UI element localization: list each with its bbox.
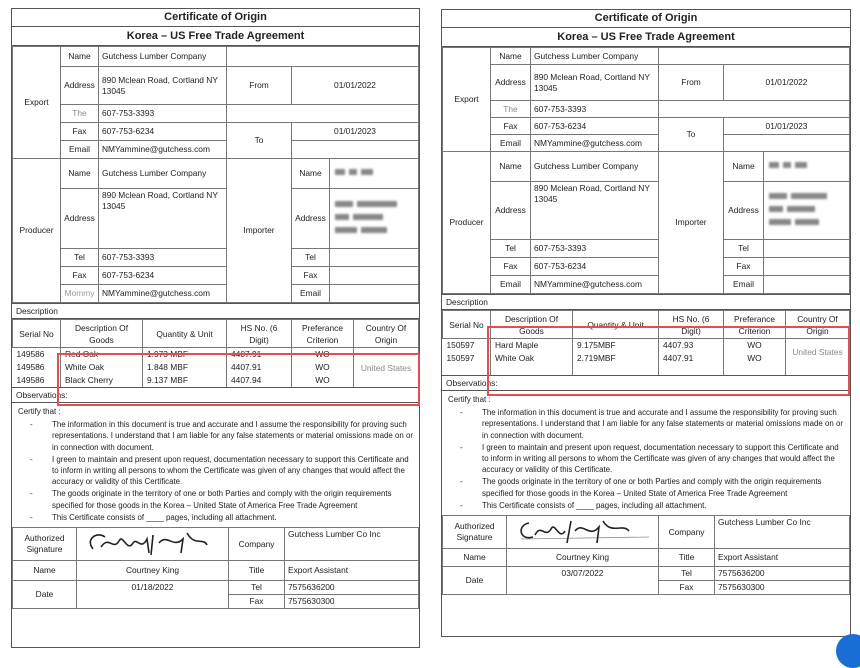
observations-label: Observations: — [12, 387, 419, 403]
export-producer-table — [442, 47, 850, 294]
goods-serial: 149586 — [13, 361, 61, 374]
company-value: Gutchess Lumber Co Inc — [285, 528, 419, 561]
importer-name-redacted — [330, 159, 419, 189]
goods-header: Preferance Criterion — [724, 311, 786, 339]
tel-label: Tel — [229, 581, 285, 595]
date-label: Date — [13, 581, 77, 609]
export-producer-table — [12, 46, 419, 303]
importer-address-label: Address — [292, 189, 330, 249]
goods-desc: White Oak — [61, 361, 143, 374]
certify-item: - The goods originate in the territory of one or both Parties and comply with the origin requirements specified for those goods in the Korea – United State of America Free Trade Agreement — [52, 488, 413, 510]
export-name: Gutchess Lumber Company — [99, 47, 227, 67]
certify-item: - This Certificate consists of ____ pages, including all attachment. — [482, 500, 844, 511]
signature-table — [12, 527, 419, 609]
goods-criterion: WO — [292, 361, 354, 374]
importer-tel-label: Tel — [724, 240, 764, 258]
producer-fax: 607-753-6234 — [99, 267, 227, 285]
from-label: From — [227, 67, 292, 105]
to-date: 01/01/2023 — [292, 123, 419, 141]
importer-email-label: Email — [292, 285, 330, 303]
export-address: 890 Mclean Road, Cortland NY 13045 — [531, 65, 659, 101]
producer-fax-label: Fax — [491, 258, 531, 276]
goods-hs: 4407.91 — [659, 352, 724, 365]
goods-table — [12, 319, 419, 387]
name-label: Name — [443, 549, 507, 567]
producer-tel-label: Tel — [491, 240, 531, 258]
name-label: Name — [13, 561, 77, 581]
description-label: Description — [442, 294, 850, 310]
certify-block — [442, 391, 850, 515]
goods-qty: 1.848 MBF — [143, 361, 227, 374]
certificate-title: Certificate of Origin — [12, 9, 419, 27]
certify-item: - The goods originate in the territory of one or both Parties and comply with the origin requirements specified for those goods in the Korea – United State of America Free Trade Agreement — [482, 476, 844, 498]
signature-table — [442, 515, 850, 595]
export-fax: 607-753-6234 — [99, 123, 227, 141]
goods-desc: Hard Maple — [491, 339, 573, 353]
export-email: NMYammine@gutchess.com — [531, 135, 659, 152]
title-label: Title — [229, 561, 285, 581]
export-fax-label: Fax — [61, 123, 99, 141]
producer-tel-label: Tel — [61, 249, 99, 267]
goods-row — [13, 348, 419, 362]
signature-image — [77, 528, 229, 561]
goods-desc: Red Oak — [61, 348, 143, 362]
goods-hs: 4407.91 — [227, 348, 292, 362]
export-tel: 607-753-3393 — [531, 101, 659, 118]
tel-value: 7575636200 — [715, 567, 850, 581]
export-address-label: Address — [491, 65, 531, 101]
export-name: Gutchess Lumber Company — [531, 48, 659, 65]
goods-row — [443, 339, 850, 353]
goods-serial: 149586 — [13, 374, 61, 387]
title-value: Export Assistant — [285, 561, 419, 581]
signature-image — [507, 516, 659, 549]
export-email-label: Email — [61, 141, 99, 159]
export-email-label: Email — [491, 135, 531, 152]
importer-label: Importer — [659, 152, 724, 294]
producer-address: 890 Mclean Road, Cortland NY 13045 — [531, 182, 659, 240]
goods-criterion: WO — [292, 374, 354, 387]
export-address: 890 Mclean Road, Cortland NY 13045 — [99, 67, 227, 105]
certify-item: - This Certificate consists of ____ pages, including all attachment. — [52, 512, 413, 523]
goods-header: HS No. (6 Digit) — [227, 320, 292, 348]
from-label: From — [659, 65, 724, 101]
producer-name: Gutchess Lumber Company — [99, 159, 227, 189]
signer-name: Courtney King — [507, 549, 659, 567]
export-label: Export — [443, 48, 491, 152]
certify-item: - The information in this document is true and accurate and I assume the responsibility for proving such representations. I understand that I am liable for any false statements or material omissions made on or in connection with document. — [482, 407, 844, 441]
export-label: Export — [13, 47, 61, 159]
importer-name-label: Name — [724, 152, 764, 182]
certify-block — [12, 403, 419, 527]
to-date: 01/01/2023 — [724, 118, 850, 135]
producer-email: NMYammine@gutchess.com — [531, 276, 659, 294]
importer-tel-label: Tel — [292, 249, 330, 267]
to-label: To — [659, 118, 724, 152]
goods-header: Country Of Origin — [354, 320, 419, 348]
importer-email-label: Email — [724, 276, 764, 294]
date-label: Date — [443, 567, 507, 595]
goods-qty: 9.137 MBF — [143, 374, 227, 387]
corner-accent — [836, 634, 860, 668]
goods-country: United States — [786, 339, 850, 366]
producer-name-label: Name — [61, 159, 99, 189]
company-label: Company — [229, 528, 285, 561]
certificate-subtitle: Korea – US Free Trade Agreement — [442, 28, 850, 47]
company-value: Gutchess Lumber Co Inc — [715, 516, 850, 549]
goods-desc: White Oak — [491, 352, 573, 365]
certificate-subtitle: Korea – US Free Trade Agreement — [12, 27, 419, 46]
signer-name: Courtney King — [77, 561, 229, 581]
signature-icon — [83, 529, 213, 557]
from-date: 01/01/2022 — [292, 67, 419, 105]
company-label: Company — [659, 516, 715, 549]
importer-label: Importer — [227, 159, 292, 303]
goods-header: HS No. (6 Digit) — [659, 311, 724, 339]
certify-item: - I green to maintain and present upon request, documentation necessary to support this Certificate and to inform in writing all persons to whom the Certificate was given of any changes that would affect the accuracy or validity of this Certificate. — [52, 454, 413, 488]
from-date: 01/01/2022 — [724, 65, 850, 101]
fax-value: 7575630300 — [285, 595, 419, 609]
goods-serial: 150597 — [443, 339, 491, 353]
goods-header: Preferance Criterion — [292, 320, 354, 348]
signature-icon — [513, 517, 653, 545]
auth-sig-label: Authorized Signature — [13, 528, 77, 561]
producer-address: 890 Mclean Road, Cortland NY 13045 — [99, 189, 227, 249]
tel-label: Tel — [659, 567, 715, 581]
goods-header: Country Of Origin — [786, 311, 850, 339]
observations-label: Observations: — [442, 375, 850, 391]
certify-label: Certify that : — [448, 395, 491, 404]
tel-value: 7575636200 — [285, 581, 419, 595]
fax-value: 7575630300 — [715, 581, 850, 595]
export-address-label: Address — [61, 67, 99, 105]
goods-desc: Black Cherry — [61, 374, 143, 387]
to-label: To — [227, 123, 292, 159]
description-label: Description — [12, 303, 419, 319]
producer-label: Producer — [13, 159, 61, 303]
goods-qty: 1.973 MBF — [143, 348, 227, 362]
goods-hs: 4407.93 — [659, 339, 724, 353]
certify-item: - I green to maintain and present upon request, documentation necessary to support this Certificate and to inform in writing all persons to whom the Certificate was given of any changes that would affect the accuracy or validity of this Certificate. — [482, 442, 844, 476]
producer-label: Producer — [443, 152, 491, 294]
importer-name-label: Name — [292, 159, 330, 189]
goods-header: Quantity & Unit — [573, 311, 659, 339]
producer-tel: 607-753-3393 — [99, 249, 227, 267]
fax-label: Fax — [659, 581, 715, 595]
producer-fax: 607-753-6234 — [531, 258, 659, 276]
producer-name: Gutchess Lumber Company — [531, 152, 659, 182]
title-label: Title — [659, 549, 715, 567]
importer-fax-label: Fax — [724, 258, 764, 276]
goods-criterion: WO — [724, 352, 786, 365]
producer-address-label: Address — [491, 182, 531, 240]
export-email: NMYammine@gutchess.com — [99, 141, 227, 159]
certify-item: - The information in this document is true and accurate and I assume the responsibility for proving such representations. I understand that I am liable for any false statements or material omissions made on or in connection with document. — [52, 419, 413, 453]
producer-email-label: Mommy — [61, 285, 99, 303]
export-fax: 607-753-6234 — [531, 118, 659, 135]
importer-address-redacted — [764, 182, 850, 240]
producer-fax-label: Fax — [61, 267, 99, 285]
certify-label: Certify that : — [18, 407, 61, 416]
producer-name-label: Name — [491, 152, 531, 182]
importer-address-redacted — [330, 189, 419, 249]
goods-hs: 4407.91 — [227, 361, 292, 374]
certificate-left — [11, 8, 420, 648]
goods-header: Quantity & Unit — [143, 320, 227, 348]
importer-address-label: Address — [724, 182, 764, 240]
goods-qty: 2.719MBF — [573, 352, 659, 365]
goods-qty: 9.175MBF — [573, 339, 659, 353]
export-tel-label: The — [61, 105, 99, 123]
goods-table — [442, 310, 850, 375]
title-value: Export Assistant — [715, 549, 850, 567]
export-fax-label: Fax — [491, 118, 531, 135]
goods-country: United States — [354, 348, 419, 388]
export-name-label: Name — [491, 48, 531, 65]
auth-sig-label: Authorized Signature — [443, 516, 507, 549]
goods-hs: 4407.94 — [227, 374, 292, 387]
date-value: 01/18/2022 — [77, 581, 229, 609]
importer-fax-label: Fax — [292, 267, 330, 285]
goods-header: Serial No — [13, 320, 61, 348]
producer-address-label: Address — [61, 189, 99, 249]
producer-email-label: Email — [491, 276, 531, 294]
fax-label: Fax — [229, 595, 285, 609]
certificate-right — [441, 9, 851, 637]
goods-header: Description Of Goods — [61, 320, 143, 348]
producer-tel: 607-753-3393 — [531, 240, 659, 258]
export-tel-label: The — [491, 101, 531, 118]
export-tel: 607-753-3393 — [99, 105, 227, 123]
importer-name-redacted — [764, 152, 850, 182]
certificate-title: Certificate of Origin — [442, 10, 850, 28]
goods-serial: 149586 — [13, 348, 61, 362]
date-value: 03/07/2022 — [507, 567, 659, 595]
goods-header: Description Of Goods — [491, 311, 573, 339]
goods-criterion: WO — [292, 348, 354, 362]
goods-criterion: WO — [724, 339, 786, 353]
export-name-label: Name — [61, 47, 99, 67]
producer-email: NMYammine@gutchess.com — [99, 285, 227, 303]
goods-header: Serial No — [443, 311, 491, 339]
goods-serial: 150597 — [443, 352, 491, 365]
